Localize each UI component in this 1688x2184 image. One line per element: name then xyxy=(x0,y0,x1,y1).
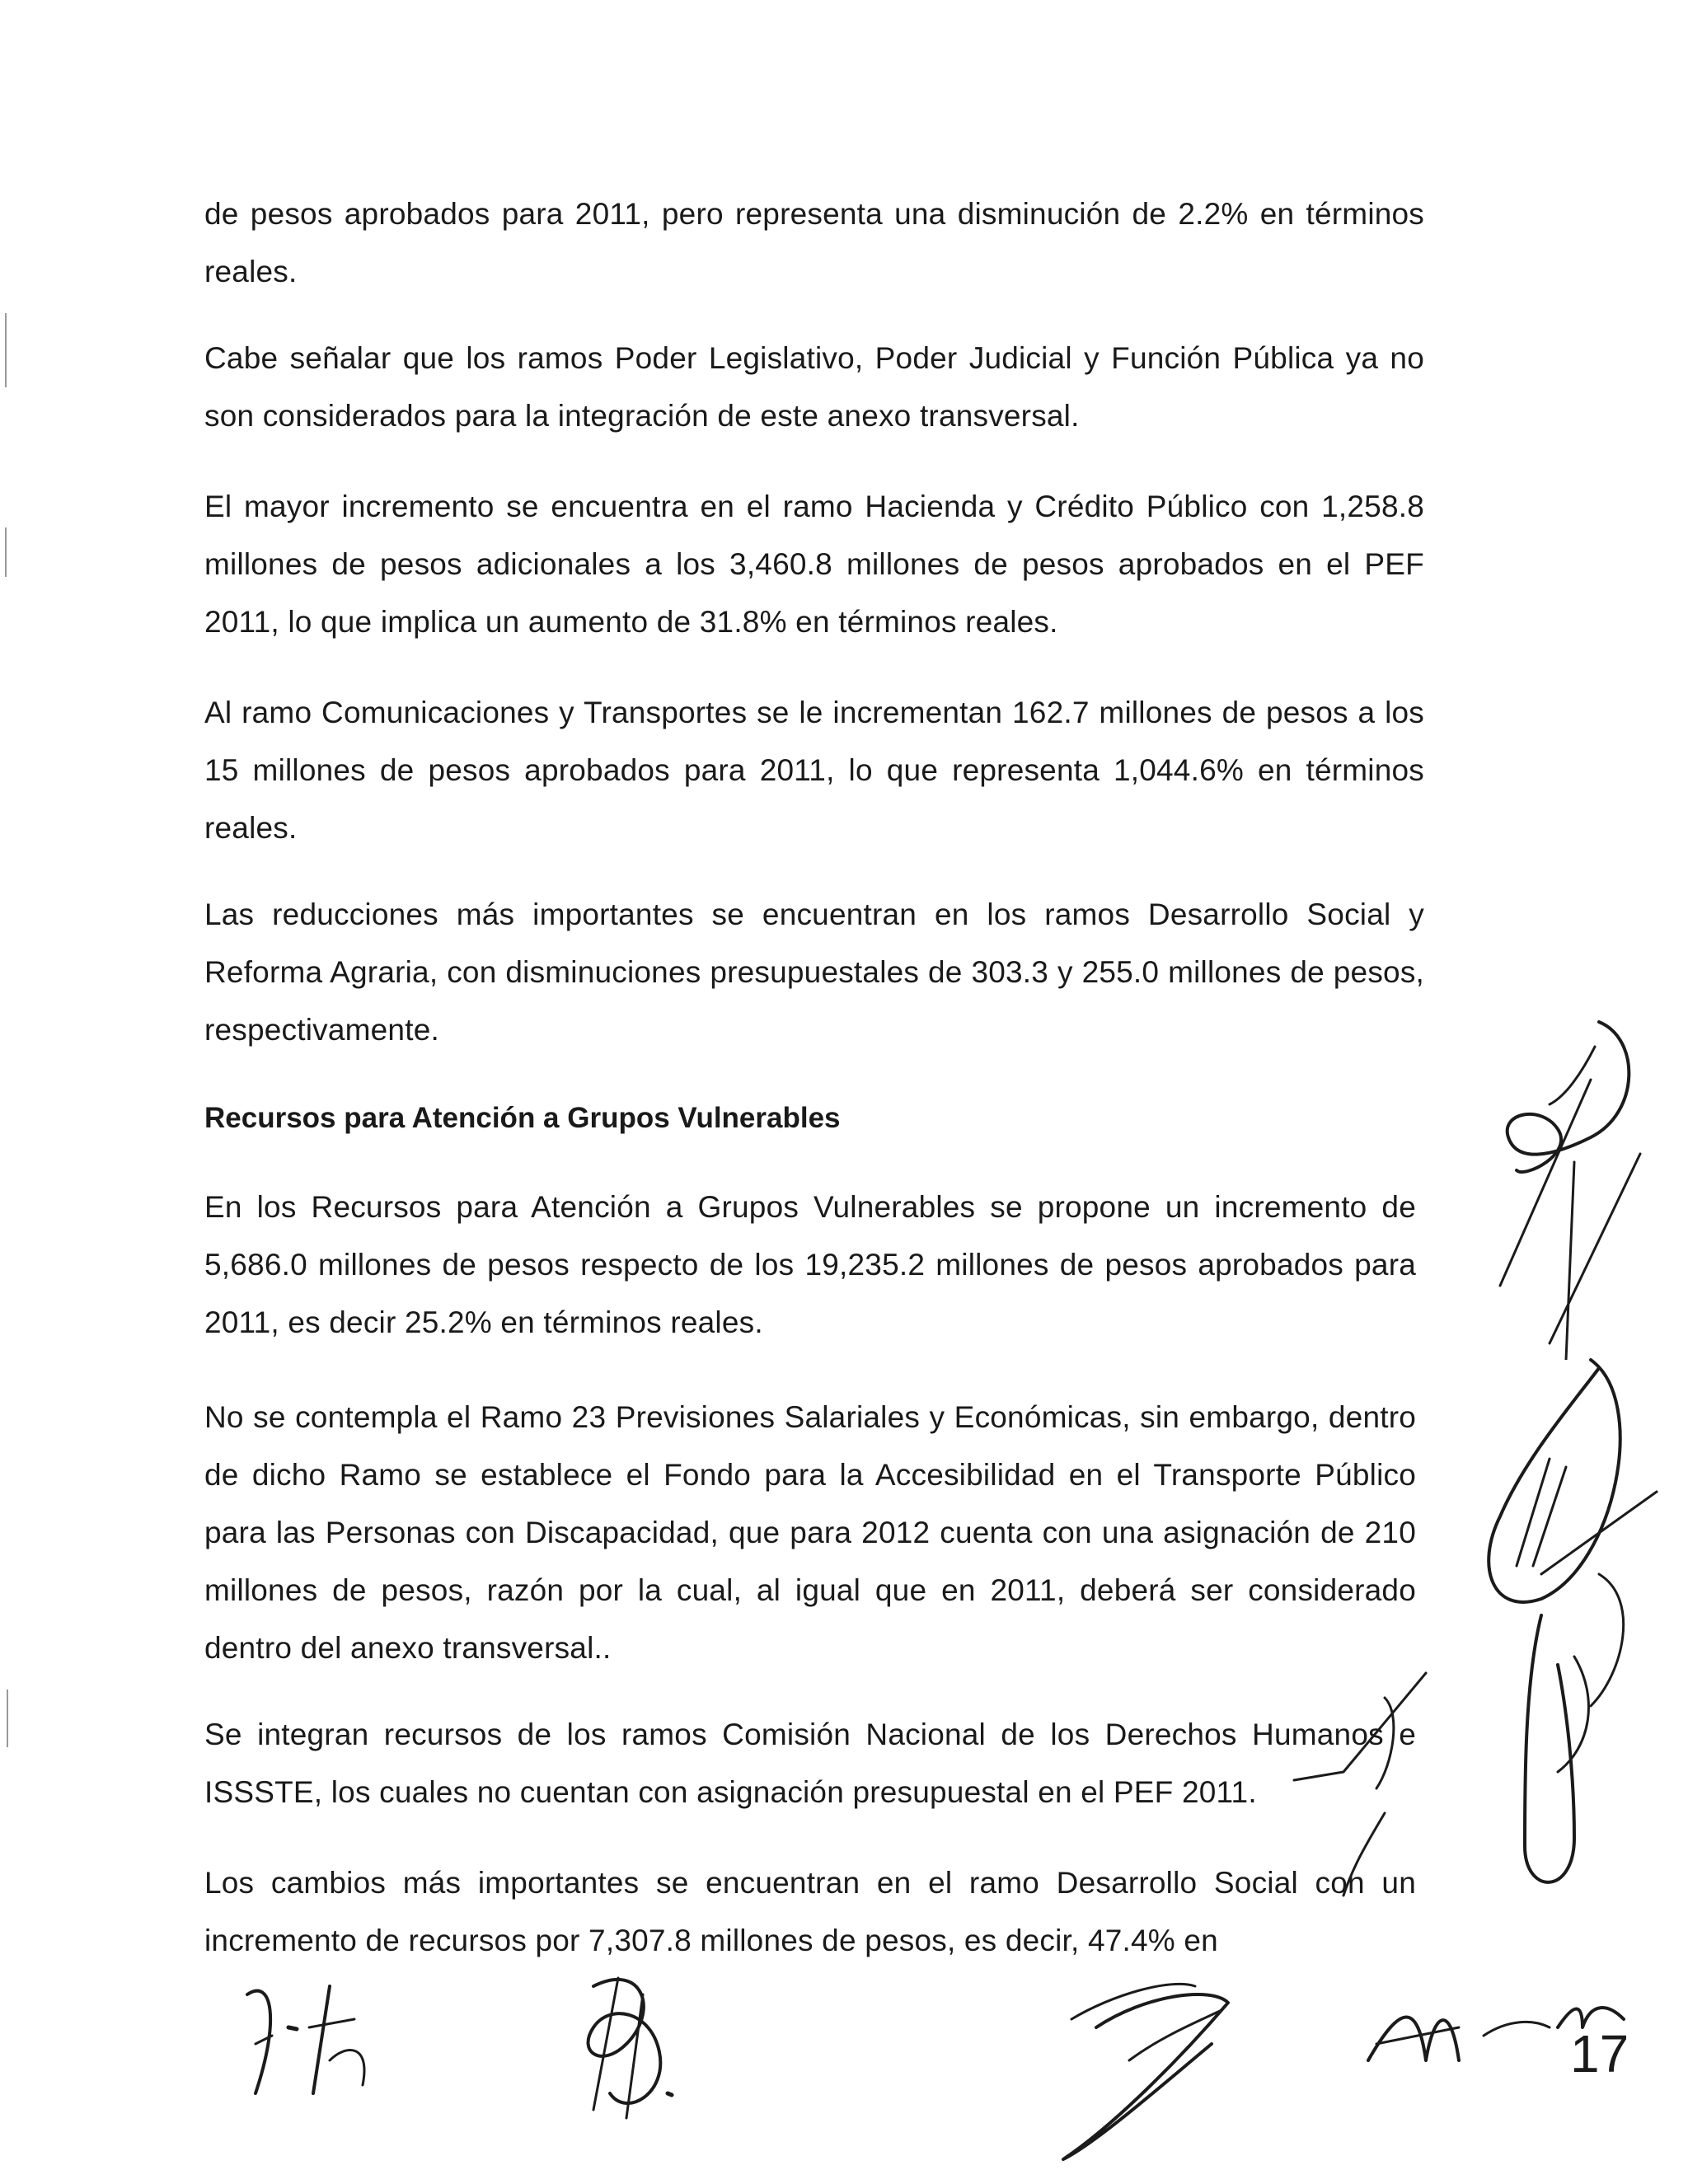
paragraph-2: Cabe señalar que los ramos Poder Legislativo, Poder Judicial y Función Pública ya no son considerados para la integración de este anexo transversal. xyxy=(204,341,1424,433)
paragraph-4: Al ramo Comunicaciones y Transportes se le incrementan 162.7 millones de pesos a los 15 millones de pesos aprobados para 2011, lo que representa 1,044.6% en términos reales. xyxy=(204,696,1424,845)
section-paragraph-1: En los Recursos para Atención a Grupos Vulnerables se propone un incremento de 5,686.0 millones de pesos respecto de los 19,235.2 millones de pesos aprobados para 2011, es decir 25.2% en términos reales. xyxy=(204,1190,1416,1339)
body-text xyxy=(204,1389,1416,1677)
body-text xyxy=(204,1854,1416,1970)
body-text xyxy=(204,684,1424,857)
section-heading-block xyxy=(204,1090,1424,1147)
section-heading: Recursos para Atención a Grupos Vulnerables xyxy=(204,1102,841,1134)
body-text xyxy=(204,1706,1416,1821)
body-text xyxy=(204,1179,1416,1352)
scan-edge-mark xyxy=(5,527,7,577)
signature-right-lower xyxy=(1475,1566,1657,1896)
page-number: 17 xyxy=(1570,2024,1629,2083)
paragraph-5: Las reducciones más importantes se encuentran en los ramos Desarrollo Social y Reforma Agraria, con disminuciones presupuestales de 303.3 y 255.0 millones de pesos, respectivamente. xyxy=(204,898,1424,1047)
paragraph-3: El mayor incremento se encuentra en el ramo Hacienda y Crédito Público con 1,258.8 millones de pesos adicionales a los 3,460.8 millones de pesos aprobados en el PEF 2011, lo que implica un aumento de 31.8% en términos reales. xyxy=(204,490,1424,639)
body-text xyxy=(204,330,1424,445)
body-text xyxy=(204,478,1424,651)
scan-edge-mark xyxy=(7,1690,8,1747)
signature-right-top xyxy=(1451,1014,1665,1360)
section-paragraph-2: No se contempla el Ramo 23 Previsiones Salariales y Económicas, sin embargo, dentro de dicho Ramo se establece el Fondo para la Accesibilidad en el Transporte Público para las Personas con Discapacidad, que para 2012 cuenta con una asignación de 210 millones de pesos, razón por la cual, al igual que en 2011, deberá ser considerado dentro del anexo transversal.. xyxy=(204,1400,1416,1665)
section-paragraph-3: Se integran recursos de los ramos Comisión Nacional de los Derechos Humanos e ISSSTE, los cuales no cuentan con asignación presupuestal en el PEF 2011. xyxy=(204,1718,1416,1809)
signature-bottom-3 xyxy=(1047,1961,1278,2176)
section-paragraph-4: Los cambios más importantes se encuentran en el ramo Desarrollo Social con un incremento de recursos por 7,307.8 millones de pesos, es decir, 47.4% en xyxy=(204,1866,1416,1957)
body-text xyxy=(204,886,1424,1059)
signature-bottom-1 xyxy=(231,1970,396,2118)
paragraph-1: de pesos aprobados para 2011, pero representa una disminución de 2.2% en términos reales. xyxy=(204,197,1424,288)
scan-edge-mark xyxy=(5,313,7,387)
initials-inline xyxy=(1261,1665,1442,1912)
body-text xyxy=(204,185,1424,301)
signature-bottom-2 xyxy=(544,1961,709,2126)
